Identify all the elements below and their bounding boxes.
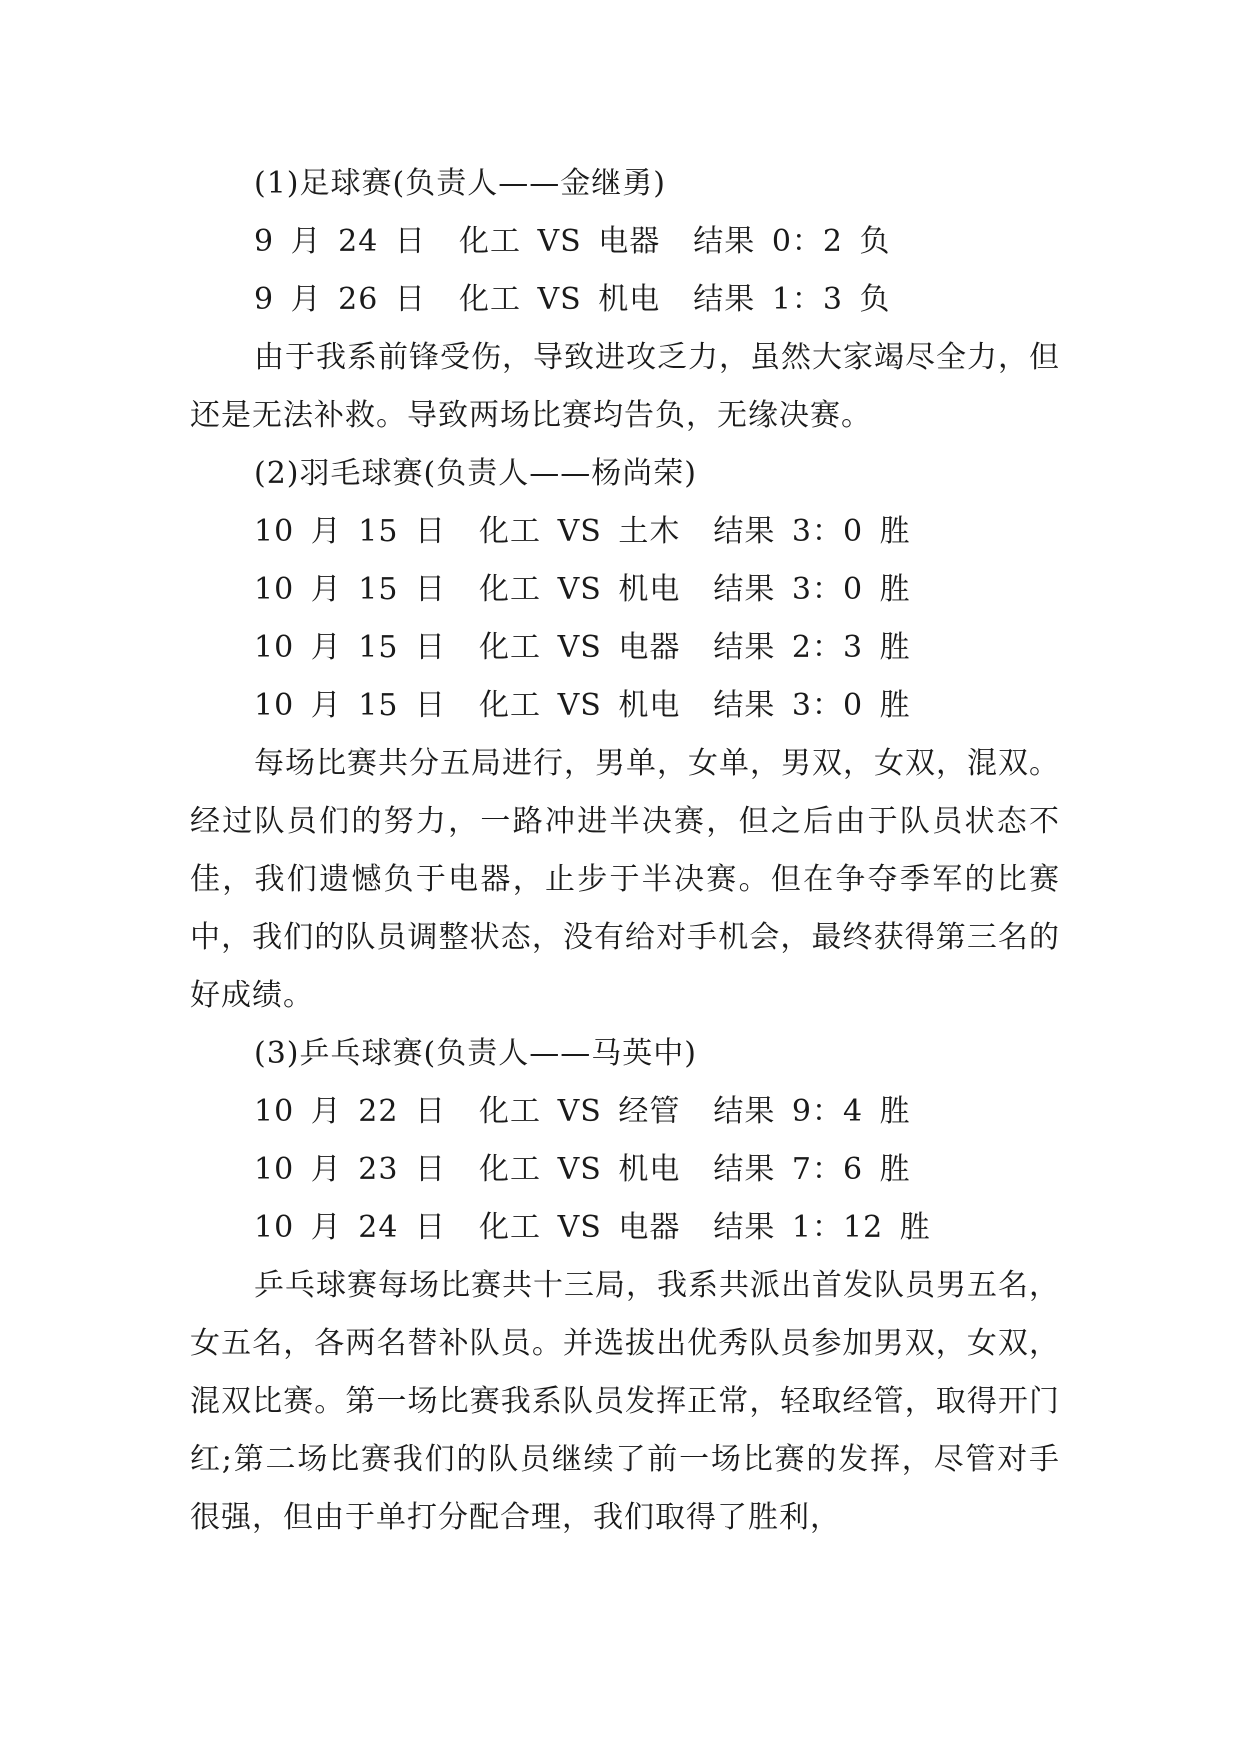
document-body: [190, 155, 1060, 1547]
match-result: 10 月 15 日 化工 VS 电器 结果 2：3 胜: [254, 630, 911, 665]
match-result: 10 月 24 日 化工 VS 电器 结果 1：12 胜: [254, 1210, 931, 1245]
section-heading-table-tennis: (3)乒乓球赛(负责人——马英中): [254, 1036, 697, 1071]
match-result: 10 月 23 日 化工 VS 机电 结果 7：6 胜: [254, 1152, 911, 1187]
match-result: 9 月 26 日 化工 VS 机电 结果 1：3 负: [254, 282, 891, 317]
section-paragraph-football: 由于我系前锋受伤，导致进攻乏力，虽然大家竭尽全力，但还是无法补救。导致两场比赛均告负，无缘决赛。: [190, 340, 1060, 433]
section-paragraph-badminton: 每场比赛共分五局进行，男单，女单，男双，女双，混双。经过队员们的努力，一路冲进半决赛，但之后由于队员状态不佳，我们遗憾负于电器，止步于半决赛。但在争夺季军的比赛中，我们的队员调整状态，没有给对手机会，最终获得第三名的好成绩。: [190, 746, 1060, 1013]
section-heading-badminton: (2)羽毛球赛(负责人——杨尚荣): [254, 456, 697, 491]
section-heading-football: (1)足球赛(负责人——金继勇): [254, 166, 666, 201]
match-result: 10 月 15 日 化工 VS 机电 结果 3：0 胜: [254, 688, 911, 723]
match-result: 10 月 15 日 化工 VS 机电 结果 3：0 胜: [254, 572, 911, 607]
section-paragraph-table-tennis: 乒乓球赛每场比赛共十三局，我系共派出首发队员男五名，女五名，各两名替补队员。并选拔出优秀队员参加男双，女双，混双比赛。第一场比赛我系队员发挥正常，轻取经管，取得开门红;第二场比赛我们的队员继续了前一场比赛的发挥，尽管对手很强，但由于单打分配合理，我们取得了胜利，: [190, 1268, 1060, 1535]
match-result: 10 月 22 日 化工 VS 经管 结果 9：4 胜: [254, 1094, 911, 1129]
match-result: 9 月 24 日 化工 VS 电器 结果 0：2 负: [254, 224, 891, 259]
match-result: 10 月 15 日 化工 VS 土木 结果 3：0 胜: [254, 514, 911, 549]
